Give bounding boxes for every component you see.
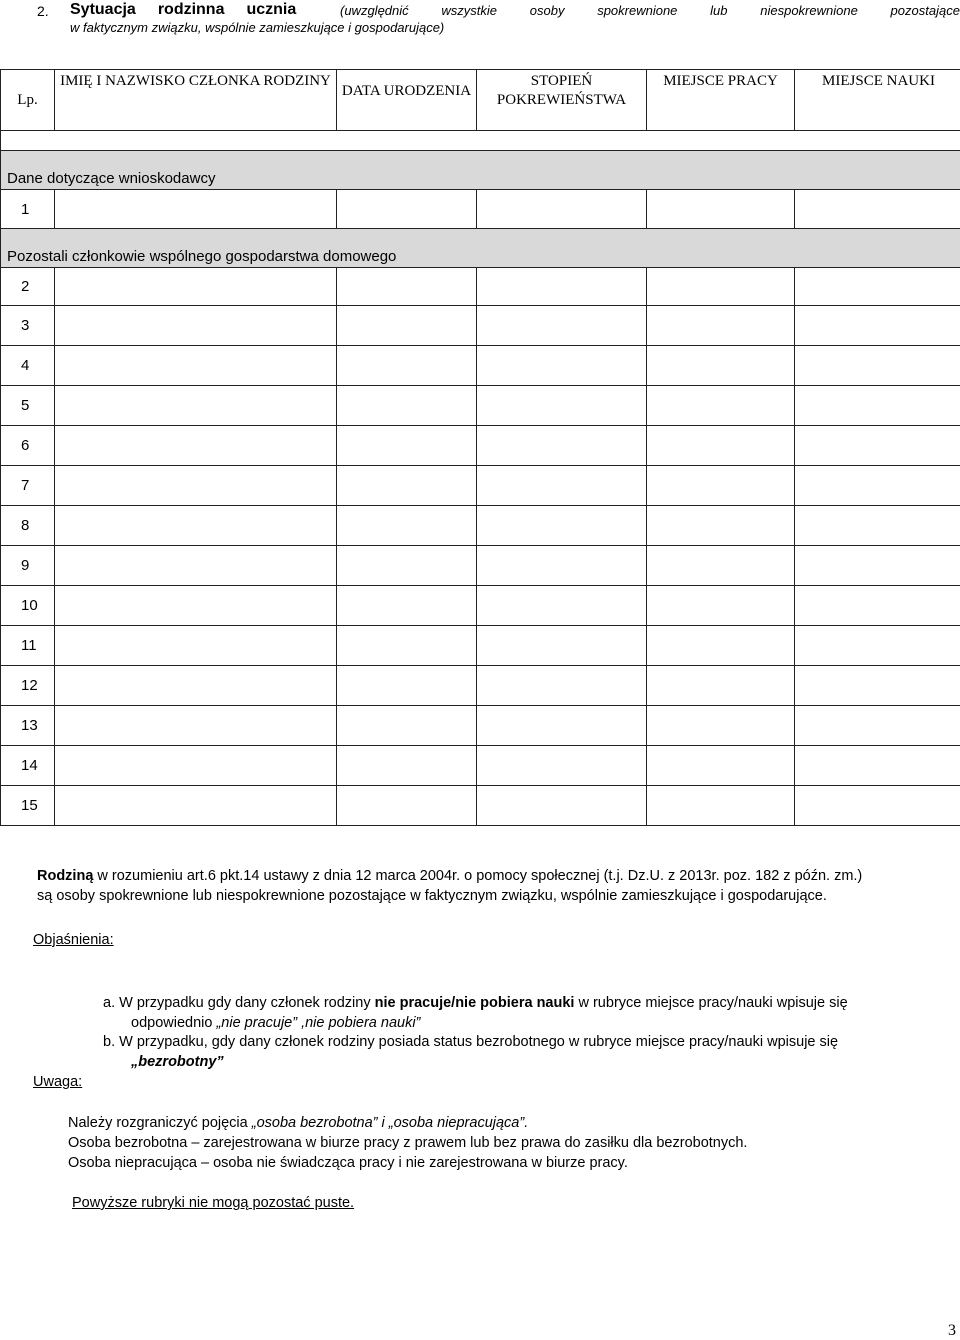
family-table xyxy=(0,69,960,826)
note-line: Osoba bezrobotna – zarejestrowana w biurze pracy z prawem lub bez prawa do zasiłku dla bezrobotnych. xyxy=(68,1135,748,1151)
explanation-text: W przypadku, gdy dany członek rodziny posiada status bezrobotnego w rubryce miejsce pracy/nauki wpisuje się xyxy=(115,1034,839,1050)
header-school: MIEJSCE NAUKI xyxy=(795,70,960,131)
cell-school[interactable] xyxy=(795,346,960,386)
cell-birth-date[interactable] xyxy=(337,190,477,229)
row-number: 8 xyxy=(1,506,55,546)
note-word: spokrewnione xyxy=(597,3,678,18)
row-number: 14 xyxy=(1,746,55,786)
cell-birth-date[interactable] xyxy=(337,706,477,746)
title-word: Sytuacja xyxy=(70,1,136,18)
cell-workplace[interactable] xyxy=(647,268,795,306)
cell-relation[interactable] xyxy=(477,426,647,466)
cell-relation[interactable] xyxy=(477,746,647,786)
note-word: lub xyxy=(710,3,728,18)
table-row xyxy=(1,746,960,786)
explanation-marker: b. xyxy=(103,1034,116,1050)
cell-school[interactable] xyxy=(795,746,960,786)
cell-workplace[interactable] xyxy=(647,666,795,706)
cell-workplace[interactable] xyxy=(647,466,795,506)
cell-birth-date[interactable] xyxy=(337,426,477,466)
cell-school[interactable] xyxy=(795,626,960,666)
section-others: Pozostali członkowie wspólnego gospodarstwa domowego xyxy=(1,229,960,268)
row-number: 3 xyxy=(1,306,55,346)
cell-school[interactable] xyxy=(795,268,960,306)
cell-workplace[interactable] xyxy=(647,346,795,386)
table-row xyxy=(1,346,960,386)
cell-birth-date[interactable] xyxy=(337,746,477,786)
cell-name[interactable] xyxy=(55,786,337,826)
cell-relation[interactable] xyxy=(477,506,647,546)
cell-school[interactable] xyxy=(795,386,960,426)
header-workplace: MIEJSCE PRACY xyxy=(647,70,795,131)
section-note-continued: w faktycznym związku, wspólnie zamieszkujące i gospodarujące) xyxy=(70,20,445,35)
cell-birth-date[interactable] xyxy=(337,546,477,586)
row-number: 12 xyxy=(1,666,55,706)
cell-birth-date[interactable] xyxy=(337,666,477,706)
cell-workplace[interactable] xyxy=(647,386,795,426)
explanation-a xyxy=(103,995,848,1011)
explanation-a-continued xyxy=(131,1015,420,1031)
cell-name[interactable] xyxy=(55,190,337,229)
explanation-b-continued: „bezrobotny” xyxy=(131,1054,224,1070)
note-line xyxy=(68,1115,528,1131)
cell-name[interactable] xyxy=(55,268,337,306)
row-number: 10 xyxy=(1,586,55,626)
section-note xyxy=(340,3,960,18)
cell-relation[interactable] xyxy=(477,626,647,666)
definition-keyword: Rodziną xyxy=(37,868,94,884)
cell-birth-date[interactable] xyxy=(337,466,477,506)
header-name: IMIĘ I NAZWISKO CZŁONKA RODZINY xyxy=(55,70,337,131)
cell-name[interactable] xyxy=(55,586,337,626)
note-word: (uwzględnić xyxy=(340,3,409,18)
cell-relation[interactable] xyxy=(477,706,647,746)
explanation-text: odpowiednio xyxy=(131,1015,217,1031)
note-word: wszystkie xyxy=(441,3,498,18)
row-number: 1 xyxy=(1,190,55,229)
explanation-bold: nie pracuje/nie pobiera nauki xyxy=(374,995,575,1011)
table-row xyxy=(1,626,960,666)
cell-relation[interactable] xyxy=(477,190,647,229)
cell-school[interactable] xyxy=(795,506,960,546)
cell-birth-date[interactable] xyxy=(337,306,477,346)
cell-name[interactable] xyxy=(55,746,337,786)
cell-workplace[interactable] xyxy=(647,546,795,586)
table-row xyxy=(1,306,960,346)
cell-workplace[interactable] xyxy=(647,706,795,746)
title-word: rodzinna xyxy=(157,1,225,18)
cell-birth-date[interactable] xyxy=(337,346,477,386)
cell-workplace[interactable] xyxy=(647,626,795,666)
cell-relation[interactable] xyxy=(477,306,647,346)
cell-school[interactable] xyxy=(795,190,960,229)
cell-name[interactable] xyxy=(55,306,337,346)
header-lp: Lp. xyxy=(1,70,55,131)
table-row xyxy=(1,506,960,546)
cell-name[interactable] xyxy=(55,466,337,506)
family-definition-continued: są osoby spokrewnione lub niespokrewnione pozostające w faktycznym związku, wspólnie zamieszkujące i gospodarujące. xyxy=(37,888,827,904)
cell-name[interactable] xyxy=(55,426,337,466)
cell-workplace[interactable] xyxy=(647,746,795,786)
cell-school[interactable] xyxy=(795,546,960,586)
page-number: 3 xyxy=(948,1322,956,1339)
explanation-b xyxy=(103,1034,838,1050)
cell-relation[interactable] xyxy=(477,586,647,626)
row-number: 9 xyxy=(1,546,55,586)
note-line: Osoba niepracująca – osoba nie świadcząca pracy i nie zarejestrowana w biurze pracy. xyxy=(68,1155,628,1171)
cell-relation[interactable] xyxy=(477,666,647,706)
section-number: 2. xyxy=(37,3,49,19)
table-row xyxy=(1,546,960,586)
section-title xyxy=(70,1,318,19)
cell-workplace[interactable] xyxy=(647,306,795,346)
note-heading: Uwaga: xyxy=(33,1074,83,1090)
row-number: 7 xyxy=(1,466,55,506)
cell-workplace[interactable] xyxy=(647,586,795,626)
cell-birth-date[interactable] xyxy=(337,268,477,306)
row-number: 13 xyxy=(1,706,55,746)
cell-name[interactable] xyxy=(55,666,337,706)
cell-relation[interactable] xyxy=(477,386,647,426)
cell-workplace[interactable] xyxy=(647,506,795,546)
table-row xyxy=(1,268,960,306)
row-number: 4 xyxy=(1,346,55,386)
cell-birth-date[interactable] xyxy=(337,786,477,826)
explanation-text: W przypadku gdy dany członek rodziny xyxy=(115,995,375,1011)
family-definition xyxy=(37,868,862,884)
row-number: 11 xyxy=(1,626,55,666)
table-row xyxy=(1,466,960,506)
title-word: ucznia xyxy=(246,1,297,18)
table-row xyxy=(1,666,960,706)
cell-name[interactable] xyxy=(55,346,337,386)
cell-birth-date[interactable] xyxy=(337,626,477,666)
header-birth-date: DATA URODZENIA xyxy=(337,70,477,131)
cell-school[interactable] xyxy=(795,306,960,346)
cell-relation[interactable] xyxy=(477,786,647,826)
cell-workplace[interactable] xyxy=(647,426,795,466)
cell-workplace[interactable] xyxy=(647,786,795,826)
final-note: Powyższe rubryki nie mogą pozostać puste. xyxy=(72,1195,355,1211)
explanations-heading: Objaśnienia: xyxy=(33,932,114,948)
cell-school[interactable] xyxy=(795,666,960,706)
table-row xyxy=(1,386,960,426)
note-word: osoby xyxy=(529,3,565,18)
cell-birth-date[interactable] xyxy=(337,386,477,426)
cell-relation[interactable] xyxy=(477,546,647,586)
cell-name[interactable] xyxy=(55,546,337,586)
cell-workplace[interactable] xyxy=(647,190,795,229)
row-number: 6 xyxy=(1,426,55,466)
explanation-text: w rubryce miejsce pracy/nauki wpisuje się xyxy=(574,995,848,1011)
table-row xyxy=(1,706,960,746)
cell-relation[interactable] xyxy=(477,466,647,506)
cell-name[interactable] xyxy=(55,626,337,666)
note-word: pozostające xyxy=(890,3,960,18)
table-row xyxy=(1,786,960,826)
spacer-row xyxy=(1,131,960,151)
cell-school[interactable] xyxy=(795,466,960,506)
explanation-marker: a. xyxy=(103,995,116,1011)
cell-birth-date[interactable] xyxy=(337,586,477,626)
cell-school[interactable] xyxy=(795,586,960,626)
note-italic: „osoba bezrobotna” i „osoba niepracująca”. xyxy=(251,1115,529,1131)
cell-school[interactable] xyxy=(795,426,960,466)
cell-school[interactable] xyxy=(795,786,960,826)
header-relation: STOPIEŃ POKREWIEŃSTWA xyxy=(477,70,647,131)
cell-relation[interactable] xyxy=(477,268,647,306)
row-number: 15 xyxy=(1,786,55,826)
section-applicant: Dane dotyczące wnioskodawcy xyxy=(1,151,960,190)
cell-relation[interactable] xyxy=(477,346,647,386)
cell-name[interactable] xyxy=(55,386,337,426)
cell-name[interactable] xyxy=(55,506,337,546)
explanation-italic: „nie pracuje” ,nie pobiera nauki” xyxy=(216,1015,421,1031)
table-row xyxy=(1,426,960,466)
definition-text: w rozumieniu art.6 pkt.14 ustawy z dnia 12 marca 2004r. o pomocy społecznej (t.j. Dz.U. z 2013r. poz. 182 z późn. zm.) xyxy=(93,868,863,884)
cell-school[interactable] xyxy=(795,706,960,746)
row-number: 5 xyxy=(1,386,55,426)
note-word: niespokrewnione xyxy=(760,3,858,18)
cell-name[interactable] xyxy=(55,706,337,746)
row-number: 2 xyxy=(1,268,55,306)
table-row xyxy=(1,586,960,626)
note-text: Należy rozgraniczyć pojęcia xyxy=(68,1115,252,1131)
cell-birth-date[interactable] xyxy=(337,506,477,546)
